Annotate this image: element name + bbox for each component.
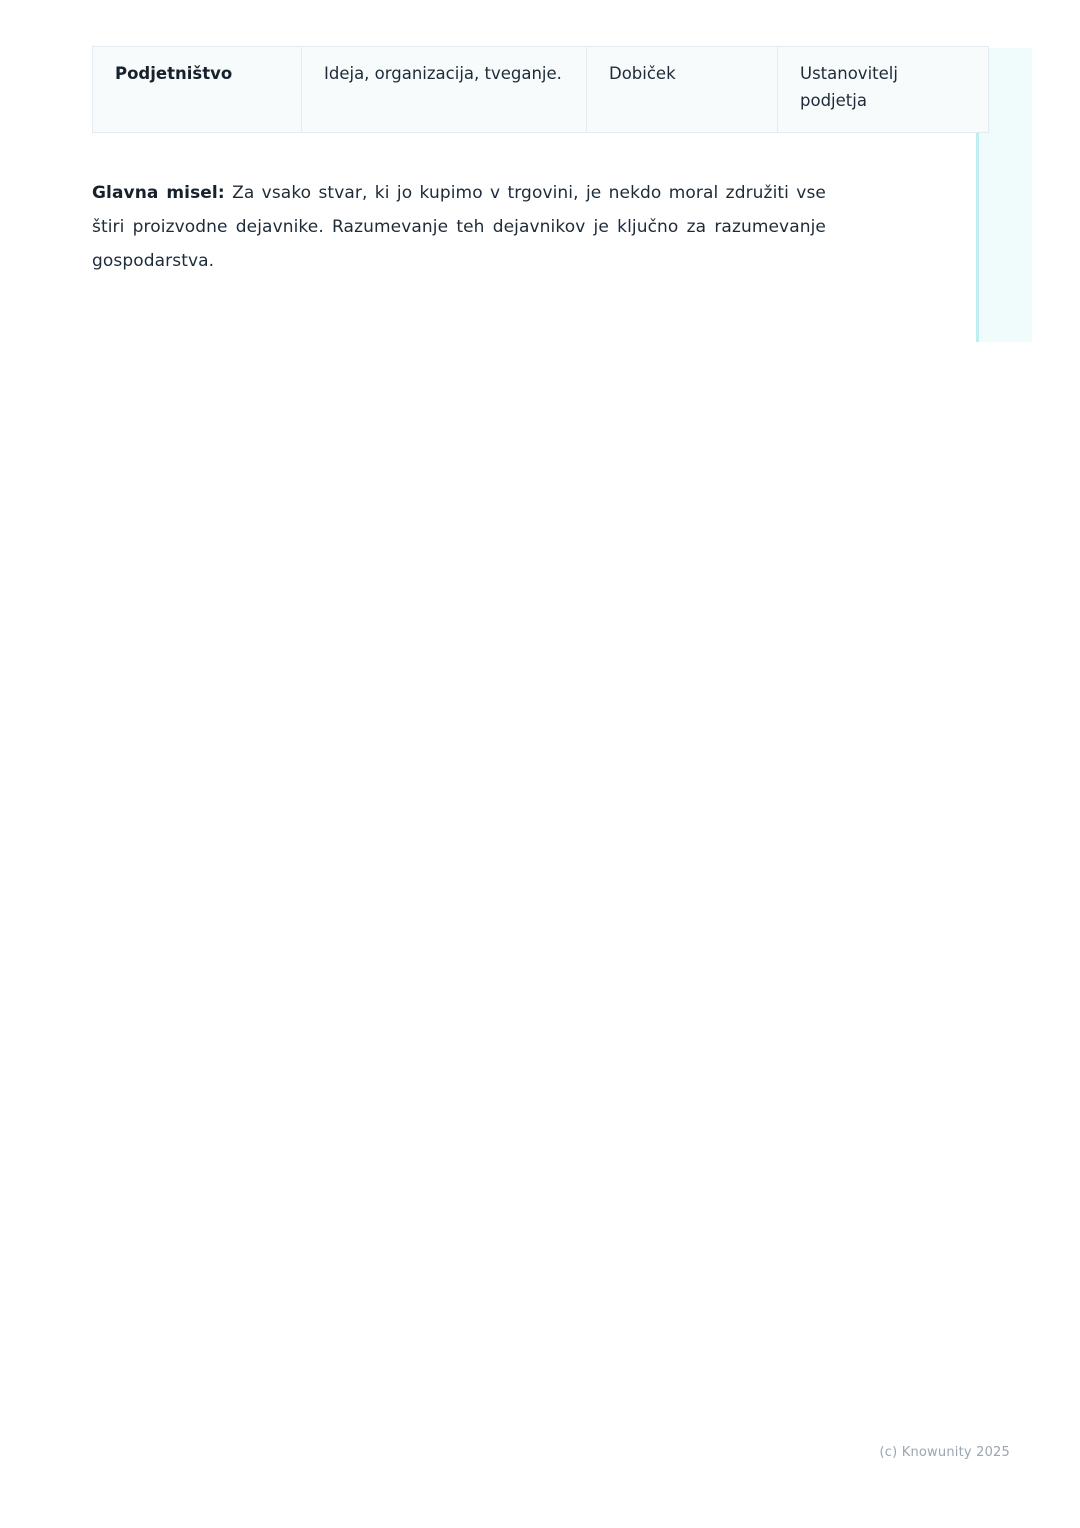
table-cell-owner: Ustanovitelj podjetja: [778, 47, 989, 133]
table-cell-description: Ideja, organizacija, tveganje.: [302, 47, 587, 133]
footer-credit: (c) Knowunity 2025: [879, 1445, 1010, 1460]
table-cell-term: Podjetništvo: [93, 47, 302, 133]
main-idea-label: Glavna misel:: [92, 183, 225, 204]
document-page: [92, 46, 898, 295]
table-cell-reward: Dobiček: [587, 47, 778, 133]
main-idea-text: Za vsako stvar, ki jo kupimo v trgovini, je nekdo moral združiti vse štiri proizvodne dejavnike. Razumevanje teh dejavnikov je ključno za razumevanje gospodarstva.: [92, 183, 826, 271]
table-row: [93, 47, 989, 133]
main-idea-paragraph: [92, 177, 826, 278]
production-factors-table: [92, 46, 989, 133]
